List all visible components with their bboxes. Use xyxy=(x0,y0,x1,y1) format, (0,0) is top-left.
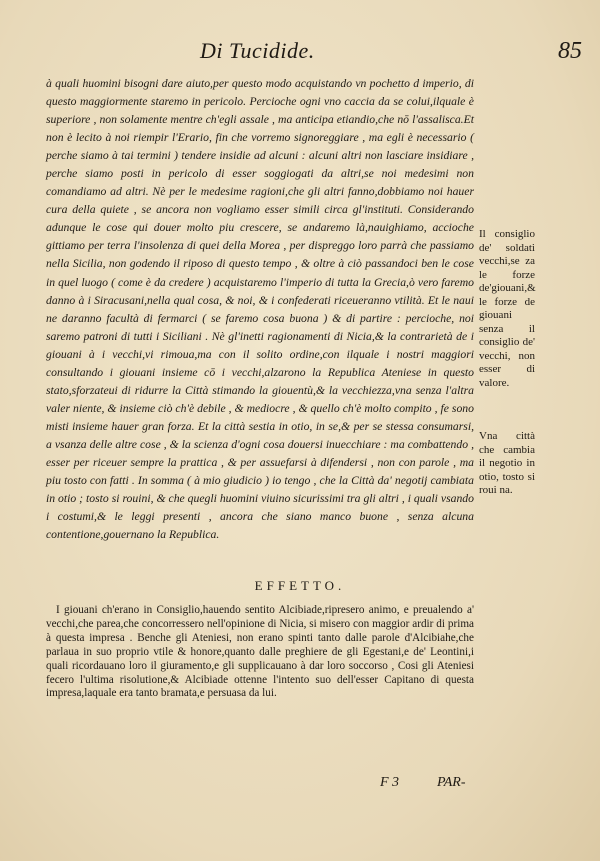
page-number: 85 xyxy=(558,38,582,64)
section-heading: EFFETTO. xyxy=(254,578,346,593)
page-header xyxy=(0,38,600,68)
effect-paragraph: I giouani ch'erano in Consiglio,hauendo sentito Alcibiade,ripresero animo, e preualendo a' vecchi,che parea,che concorressero nell'opinione di Nicia, si misero con maggior ardir di prima à questa impresa . Benche gli Ateniesi, non erano spinti tanto dalle parole d'Alcibiahe,che parlaua in suo proprio vtile & honore,quanto dalle preghiere de gli Egestani,e de' Leontini,i quali ricordauano loro il giuramento,e gli supplicauano à dar loro soccorso , Cosi gli Ateniesi fecero l'ultima risolutione,& Alcibiade ottenne l'intento suo dell'esser Capitano di questa impresa,laquale era tanto bramata,e persuasa da lui. xyxy=(46,604,474,700)
running-title: Di Tucidide. xyxy=(200,38,315,63)
catchword: PAR- xyxy=(437,775,466,790)
margin-notes xyxy=(479,228,535,538)
speech-paragraph: à quali huomini bisogni dare aiuto,per questo modo acquistando vn pochetto d imperio, di questo maggiormente staremo in pericolo. Percioche ogni vno caccia da se colui,ilquale è superiore , non solamente mentre ch'egli assale , ma anticipa etiandio,che nō l'assalisca.Et non è lecito à noi riempir l'Erario, fin che vorremo signoreggiare , ma egli è necessario ( perche siamo à tai termini ) tendere insidie ad alcuni : alcuni altri non lasciare insidiare , perche siamo posti in pericolo di esser soggiogati da altri,se noi medesimi non comandiamo ad altri. Nè per le medesime ragioni,che gli altri fanno,dobbiamo noi hauer cura della quiete , se ancora non vogliamo esser simili circa gl'instituti. Considerando adunque le cose qui douer molto piu crescere, se andaremo là,nauighiamo, accioche gittiamo per terra l'insolenza di quei della Morea , per dispreggo loro parrà che passiamo nella Sicilia, non godendo il riposo di questo tempo , & oltre à ciò passandoci ben le cose in quel luogo ( come è da credere ) acquistaremo l'imperio di tutta la Grecia,ò vero faremo danno à i Siracusani,nella qual cosa, & noi, & i confederati riceueranno vtilità. Et le naui ne daranno facultà di fermarci ( se faremo cosa buona ) & di partire : percioche, noi saremo patroni di tutti i Siciliani . Nè gl'inetti ragionamenti di Nicia,& la contrarietà de i giouani à i vecchi,vi rimoua,ma con il solito ordine,con ilquale i nostri maggiori consultando i giouani insieme cō i vecchi,alzarono la Republica Ateniese in questo stato,sforzateui di ridurre la Città stimando la giouentù,& la vecchiezza,vna senza l'altra valer niente, & insieme ciò ch'è debile , & mediocre , & quello ch'è molto compito , fe sono misti insieme hauer gran forza. Et la città sestia in otio, in se,& per se stessa consumarsi, a vsanza delle altre cose , & la scienza d'ogni cosa douersi inuecchiare : ma combattendo , esser per riceuer sempre la prattica , & per assuefarsi à difendersi , non con parole , ma piu tosto con fatti . In somma ( à mio giudicio ) io tengo , che la Città da' negotij cambiata in otio ; tosto si rouini, & che quegli huomini viuino sicurissimi tra gli altri , i quali vsando i costumi,& le leggi presenti , ancora che siano manco buone , senza alcuna contentione,gouernano la Republica. xyxy=(46,77,474,542)
margin-note-1: Il consiglio de' soldati vecchi,se za le forze de'giouani,& le forze de giouani senza il consiglio de' vecchi, non esser di valore. xyxy=(479,228,536,389)
margin-note-2: Vna città che cambia il negotio in otio, tosto si roui na. xyxy=(479,430,535,496)
effect-text-block xyxy=(46,604,474,701)
signature-mark: F 3 xyxy=(380,775,400,790)
main-text-block xyxy=(46,75,474,544)
